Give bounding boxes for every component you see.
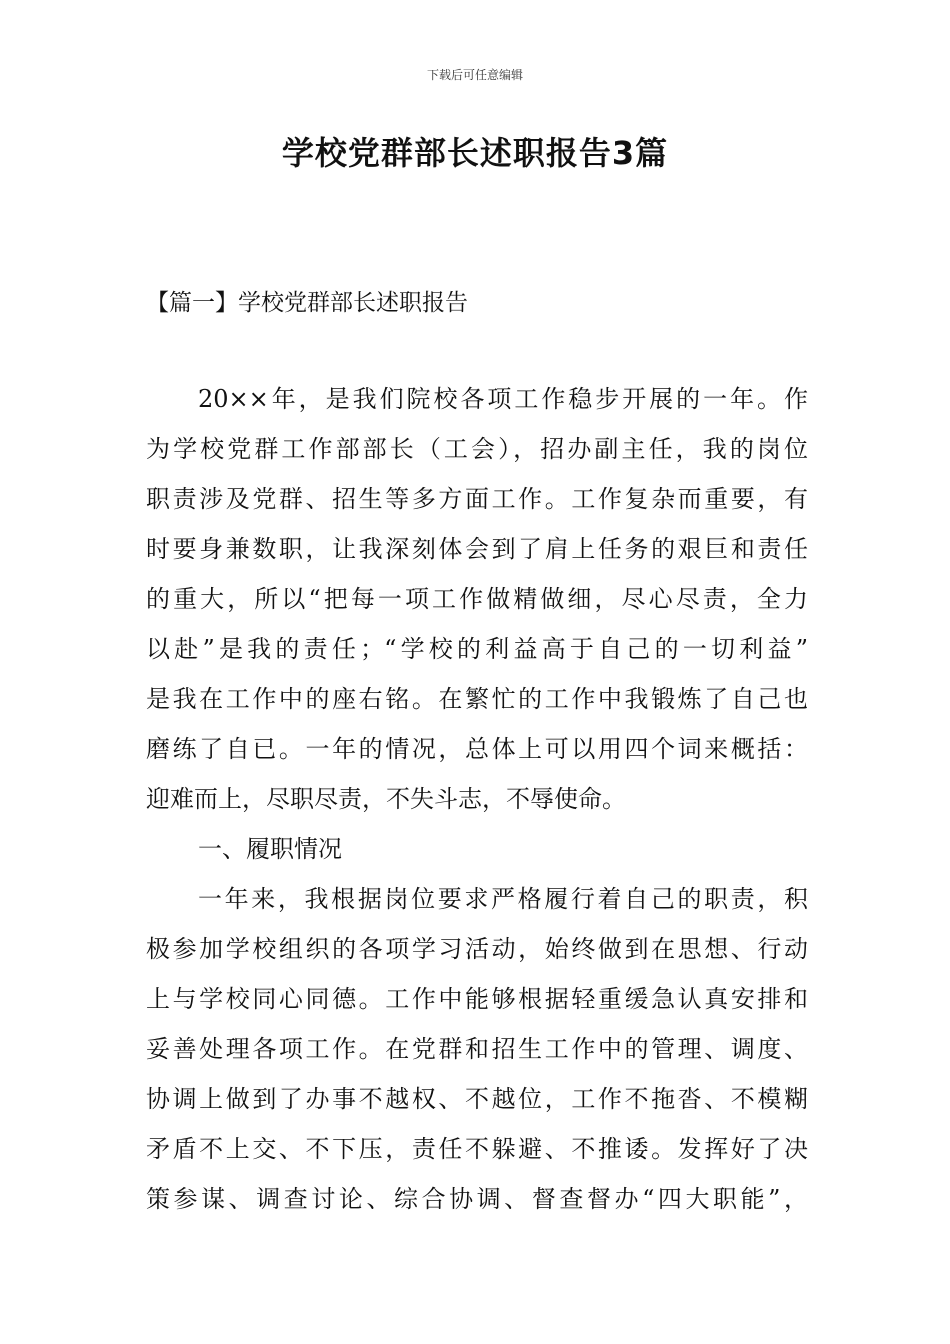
paragraph-line: 上与学校同心同德。工作中能够根据轻重缓急认真安排和 xyxy=(146,985,808,1013)
paragraph-line: 极参加学校组织的各项学习活动，始终做到在思想、行动 xyxy=(146,935,808,963)
paragraph-line: 以赴”是我的责任；“学校的利益高于自己的一切利益” xyxy=(146,635,808,663)
paragraph-line: 是我在工作中的座右铭。在繁忙的工作中我锻炼了自己也 xyxy=(146,685,808,713)
paragraph-line: 时要身兼数职，让我深刻体会到了肩上任务的艰巨和责任 xyxy=(146,535,808,563)
body-text xyxy=(146,374,808,1224)
paragraph-line: 矛盾不上交、不下压，责任不躲避、不推诿。发挥好了决 xyxy=(146,1135,808,1163)
subsection-heading: 一、履职情况 xyxy=(198,835,342,863)
paragraph-line: 磨练了自已。一年的情况，总体上可以用四个词来概括： xyxy=(146,735,808,763)
paragraph-line: 妥善处理各项工作。在党群和招生工作中的管理、调度、 xyxy=(146,1035,808,1063)
paragraph-line: 协调上做到了办事不越权、不越位，工作不拖沓、不模糊 xyxy=(146,1085,808,1113)
section-heading: 【篇一】学校党群部长述职报告 xyxy=(146,290,468,316)
paragraph-line: 迎难而上，尽职尽责，不失斗志，不辱使命。 xyxy=(146,785,626,813)
document-title: 学校党群部长述职报告3篇 xyxy=(281,134,669,172)
paragraph-line: 职责涉及党群、招生等多方面工作。工作复杂而重要，有 xyxy=(146,485,808,513)
paragraph-line: 20××年，是我们院校各项工作稳步开展的一年。作 xyxy=(198,385,808,413)
header-note: 下载后可任意编辑 xyxy=(426,68,523,82)
paragraph-line: 一年来，我根据岗位要求严格履行着自己的职责，积 xyxy=(198,885,808,913)
paragraph-line: 策参谋、调查讨论、综合协调、督查督办“四大职能”， xyxy=(146,1185,808,1213)
paragraph-line: 的重大，所以“把每一项工作做精做细，尽心尽责，全力 xyxy=(146,585,808,613)
paragraph-line: 为学校党群工作部部长（工会），招办副主任，我的岗位 xyxy=(146,435,808,463)
